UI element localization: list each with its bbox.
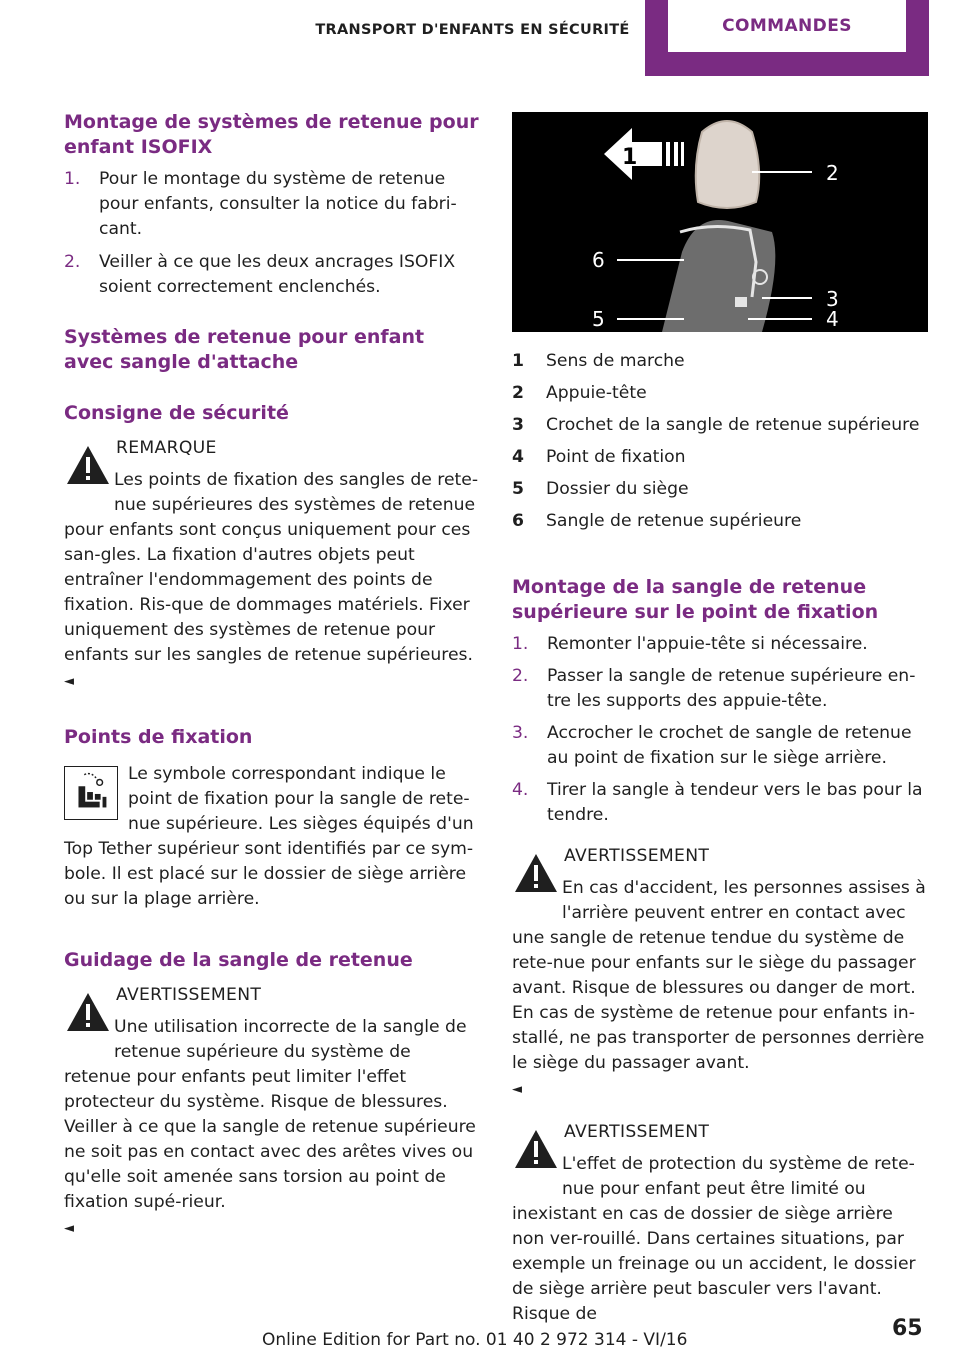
- end-mark: ◄: [512, 1082, 522, 1097]
- anchor-point-shape: [735, 297, 747, 307]
- step-text: Tirer la sangle à tendeur vers le bas pour la tendre.: [547, 780, 923, 825]
- note-remarque: [64, 436, 480, 694]
- note-text: En cas d'accident, les personnes assises à l'arrière peuvent entrer en contact avec une sangle de retenue tendue du système de rete-nue pour enfants sur le siège du passager avant. Risque de blessures ou danger de mort. En cas de système de retenue pour enfants in-stallé, ne pas transporter de personnes derrière le siège du passager avant.: [512, 878, 926, 1073]
- legend-number: 2: [512, 382, 524, 403]
- callout-6: 6: [592, 248, 605, 272]
- end-mark: ◄: [64, 1221, 74, 1236]
- legend-text: Dossier du siège: [546, 478, 689, 499]
- legend-text: Sangle de retenue supérieure: [546, 510, 802, 531]
- callout-2: 2: [826, 161, 839, 185]
- callout-1: 1: [622, 145, 638, 170]
- note-avertissement-backrest: [512, 1120, 928, 1327]
- legend-number: 3: [512, 414, 524, 435]
- chapter-tab: [645, 0, 929, 76]
- list-item: [64, 167, 480, 242]
- note-label: AVERTISSEMENT: [564, 846, 710, 866]
- callout-5: 5: [592, 307, 605, 331]
- legend-item: [512, 377, 928, 409]
- isofix-steps: [64, 167, 480, 300]
- step-text: Veiller à ce que les deux ancrages ISOFIX soient correctement enclenchés.: [99, 252, 456, 297]
- headrest-figure: [512, 112, 928, 332]
- legend-number: 4: [512, 446, 524, 467]
- step-number: 4.: [512, 780, 529, 800]
- legend-number: 5: [512, 478, 524, 499]
- anchor-points-text: Le symbole correspondant indique le point de fixation pour la sangle de rete-nue supérieure. Les sièges équipés d'un Top Tether supérieur sont identifiés par ce sym-bole. Il est placé sur le dossier de siège arrière ou sur la plage arrière.: [64, 764, 474, 909]
- headrest-illustration: [512, 112, 928, 332]
- end-mark: ◄: [64, 674, 74, 689]
- note-text: L'effet de protection du système de rete-nue pour enfant peut être limité ou inexistant en cas de dossier de siège arrière non ver-rouillé. Dans certaines situations, par exemple un freinage ou un accident, le dossier de siège arrière peut basculer vers l'avant. Risque de: [512, 1154, 916, 1324]
- isofix-anchor-icon: [64, 766, 118, 820]
- seat-backrest-shape: [662, 220, 775, 332]
- heading-isofix: Montage de systèmes de retenue pour enfant ISOFIX: [64, 111, 479, 158]
- step-number: 2.: [64, 252, 81, 272]
- step-text: Remonter l'appuie-tête si nécessaire.: [547, 634, 868, 654]
- note-text: Les points de fixation des sangles de rete-nue supérieures des systèmes de retenue pour enfants sont conçus uniquement pour ces san-gles. La fixation d'autres objets peut entraîner l'endommagement des points de fixation. Ris-que de dommages matériels. Fixer uniquement des systèmes de retenue pour enfants sur les sangles de retenue supérieures.: [64, 470, 479, 665]
- list-item: [512, 721, 928, 771]
- mount-steps: [512, 632, 928, 828]
- warning-triangle-icon: [62, 440, 114, 490]
- step-number: 1.: [512, 634, 529, 654]
- legend-item: [512, 441, 928, 473]
- left-column: [64, 110, 480, 1241]
- warning-triangle-icon: [510, 1124, 562, 1174]
- page-number: 65: [892, 1316, 923, 1341]
- list-item: [64, 250, 480, 300]
- warning-triangle-icon: [510, 848, 562, 898]
- figure-legend: [512, 345, 928, 537]
- chapter-tab-label: COMMANDES: [668, 0, 906, 52]
- heading-mount-strap: Montage de la sangle de retenue supérieure sur le point de fixation: [512, 576, 879, 623]
- step-text: Accrocher le crochet de sangle de retenue au point de fixation sur le siège arrière.: [547, 723, 912, 768]
- step-number: 3.: [512, 723, 529, 743]
- step-number: 2.: [512, 666, 529, 686]
- legend-item: [512, 505, 928, 537]
- heading-anchor-points: Points de fixation: [64, 726, 253, 748]
- note-label: REMARQUE: [116, 438, 217, 458]
- list-item: [512, 778, 928, 828]
- legend-text: Sens de marche: [546, 350, 685, 371]
- running-header-section: TRANSPORT D'ENFANTS EN SÉCURITÉ: [315, 22, 630, 38]
- callout-3: 3: [826, 287, 839, 311]
- note-avertissement-accident: [512, 844, 928, 1102]
- warning-triangle-icon: [62, 987, 114, 1037]
- heading-safety: Consigne de sécurité: [64, 402, 289, 424]
- step-number: 1.: [64, 169, 81, 189]
- footer-edition: Online Edition for Part no. 01 40 2 972 314 - VI/16: [262, 1330, 688, 1350]
- legend-text: Crochet de la sangle de retenue supérieure: [546, 414, 920, 435]
- legend-number: 1: [512, 350, 524, 371]
- list-item: [512, 632, 928, 657]
- legend-item: [512, 345, 928, 377]
- step-text: Passer la sangle de retenue supérieure en-tre les supports des appuie-tête.: [547, 666, 916, 711]
- anchor-points-paragraph: [64, 762, 480, 912]
- headrest-shape: [696, 121, 759, 208]
- legend-number: 6: [512, 510, 524, 531]
- note-text: Une utilisation incorrecte de la sangle de retenue supérieure du système de retenue pour enfants peut limiter l'effet protecteur du système. Risque de blessures. Veiller à ce que la sangle de retenue supérieure ne soit pas en contact avec des arêtes vives ou qu'elle soit amenée sans torsion au point de fixation supé-rieur.: [64, 1017, 476, 1212]
- note-label: AVERTISSEMENT: [564, 1122, 710, 1142]
- heading-strap-systems: Systèmes de retenue pour enfant avec sangle d'attache: [64, 326, 425, 373]
- note-avertissement-guide: [64, 983, 480, 1241]
- heading-strap-guide: Guidage de la sangle de retenue: [64, 949, 413, 971]
- callout-4: 4: [826, 307, 839, 331]
- right-column: [512, 112, 928, 1327]
- note-label: AVERTISSEMENT: [116, 985, 262, 1005]
- step-text: Pour le montage du système de retenue pour enfants, consulter la notice du fabri-cant.: [99, 169, 457, 239]
- legend-text: Point de fixation: [546, 446, 686, 467]
- list-item: [512, 664, 928, 714]
- legend-item: [512, 409, 928, 441]
- legend-text: Appuie-tête: [546, 382, 647, 403]
- legend-item: [512, 473, 928, 505]
